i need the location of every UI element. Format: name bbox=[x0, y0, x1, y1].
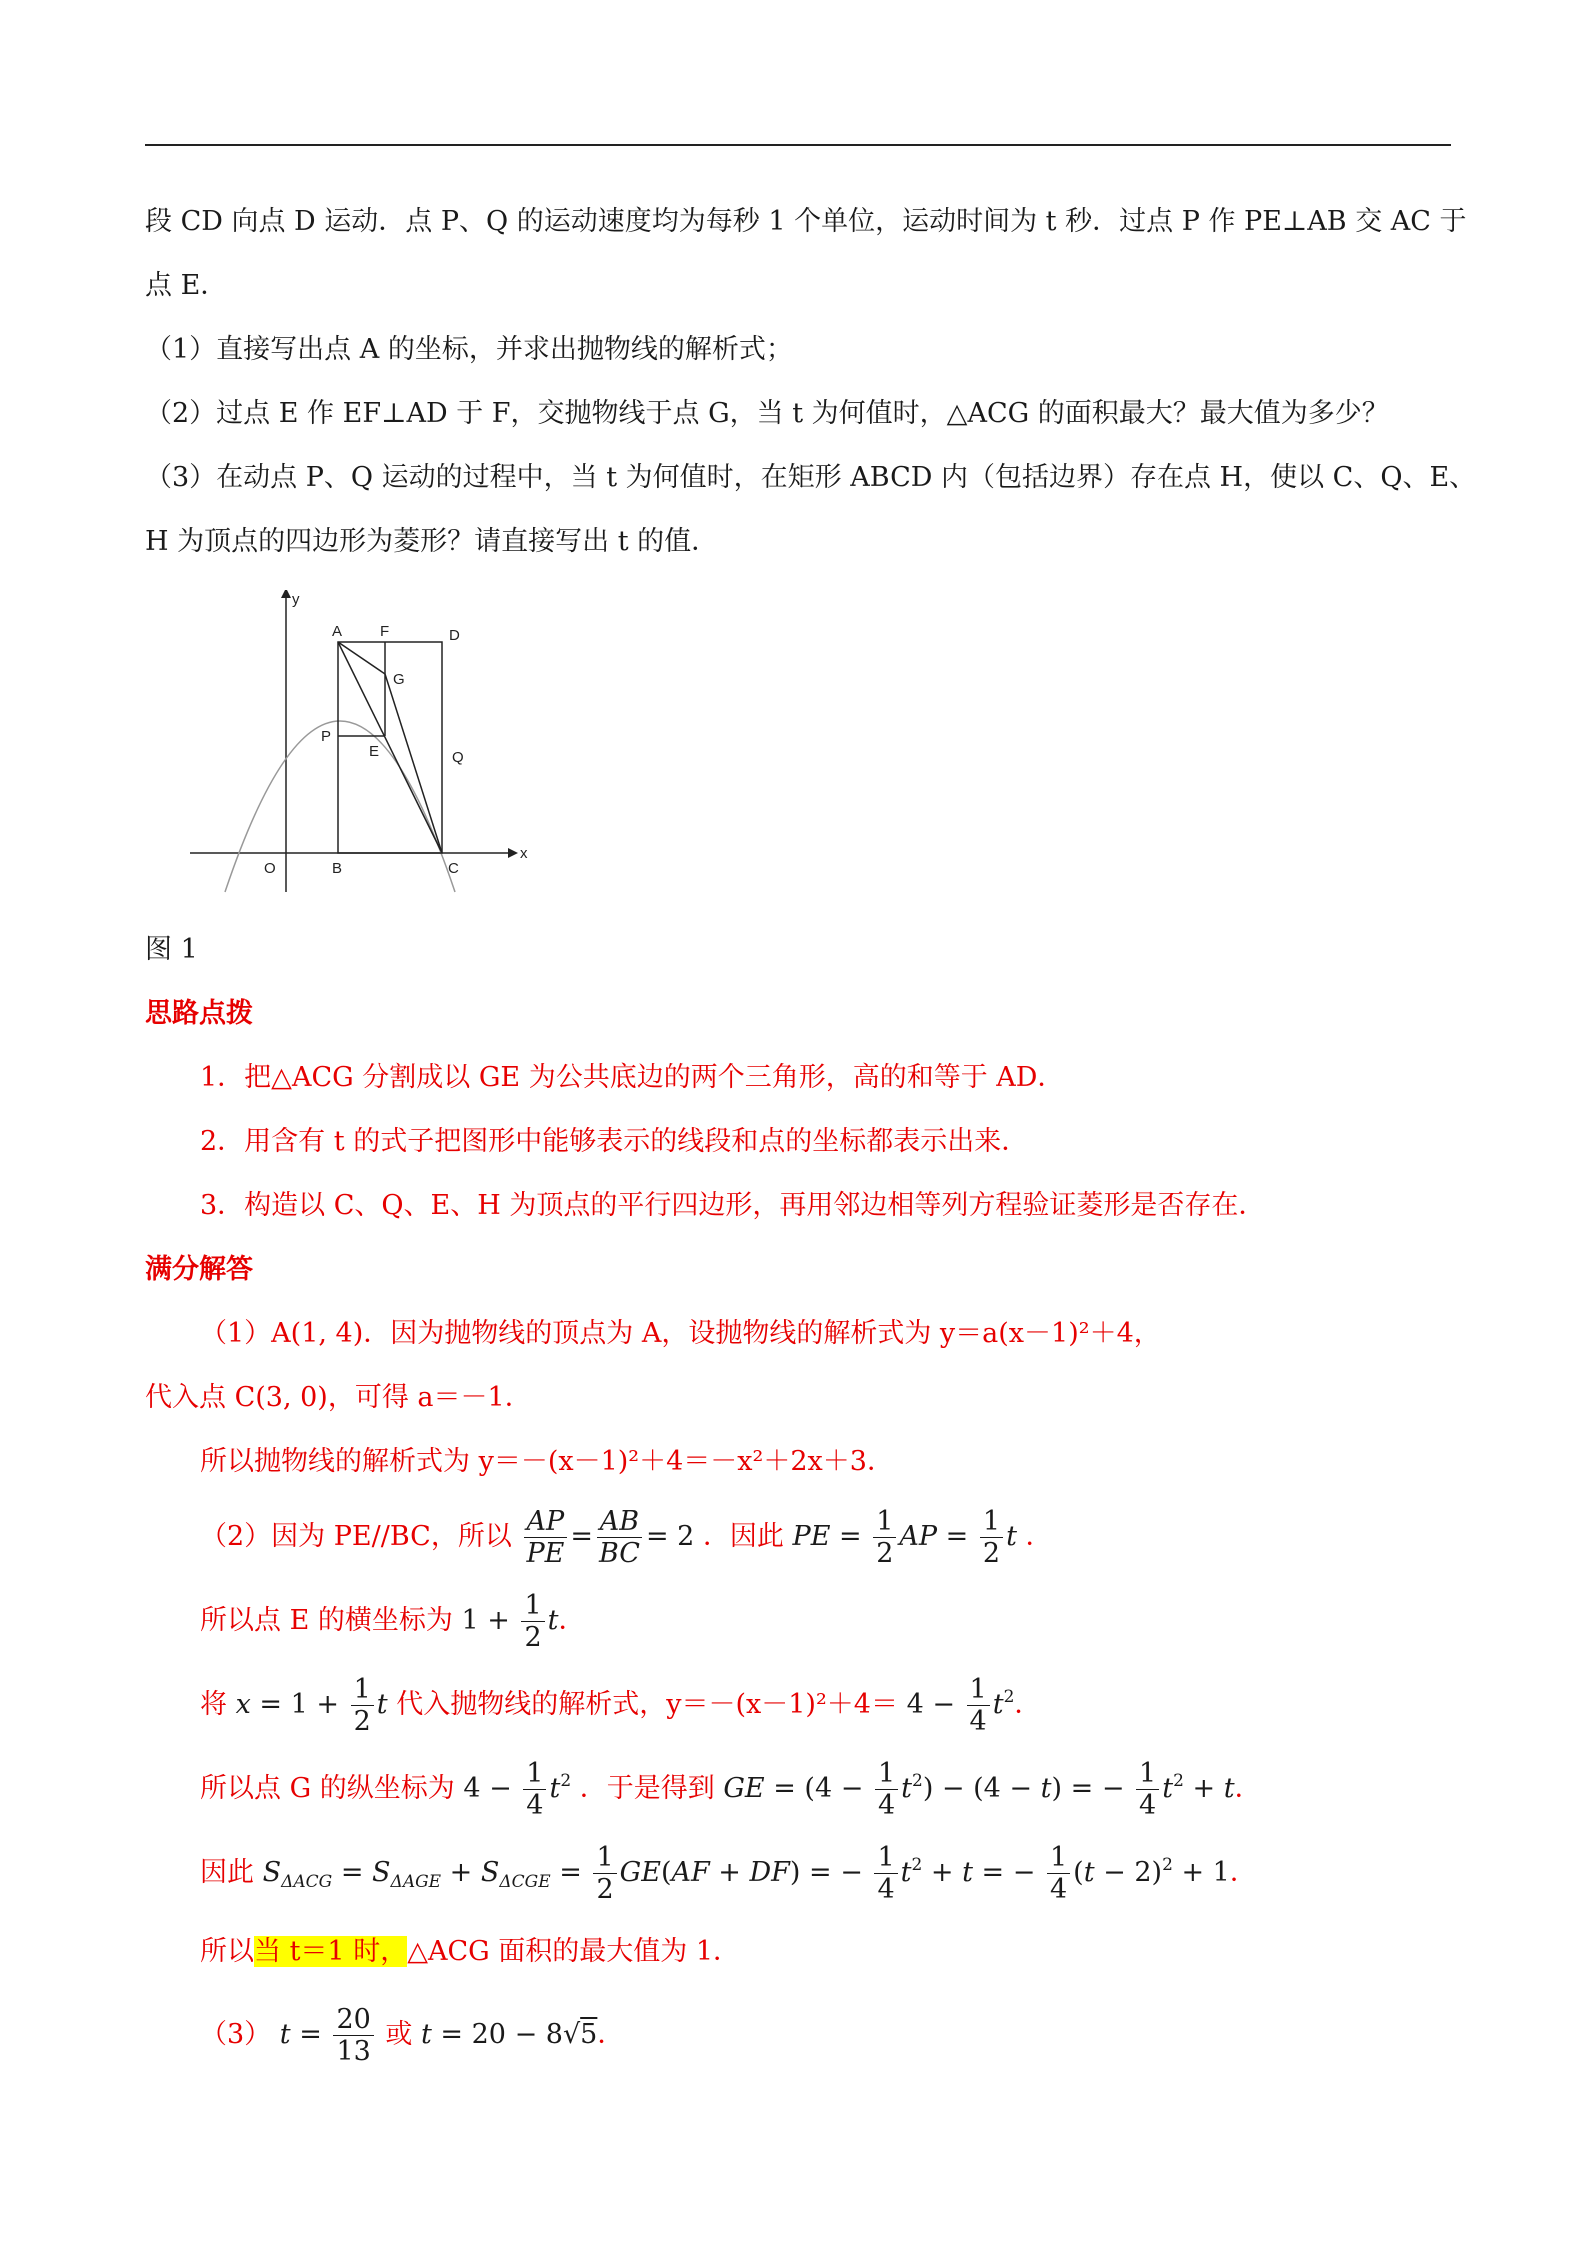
pe-formula: PE = $\frac{1}{2}$ AP = $\frac{1}{2}$ t bbox=[792, 1506, 1017, 1569]
label-g: G bbox=[393, 671, 405, 688]
g-ordinate-formula: 4 − $\frac{1}{4}$ $t^2$ bbox=[463, 1758, 572, 1821]
solution-2-line-1: （2）因为 PE//BC，所以 $\frac{AP}{PE}$ = $\frac{AB}{BC}$ = 2 ．因此 PE = $\frac{1}{2}$ AP = $\frac{1}{2}$ t ． bbox=[200, 1506, 1053, 1569]
label-f: F bbox=[380, 623, 390, 640]
solution-2-text-a: （2）因为 PE//BC，所以 bbox=[200, 1521, 512, 1552]
solution-3: （3） t = $\frac{20}{13}$ 或 t = 20 − 8√5． bbox=[200, 2004, 625, 2067]
solution-1-line-3: 所以抛物线的解析式为 y＝－(x－1)²＋4＝－x²＋2x＋3． bbox=[200, 1446, 894, 1477]
problem-line-1: 段 CD 向点 D 运动．点 P、Q 的运动速度均为每秒 1 个单位，运动时间为 t 秒．过点 P 作 PE⊥AB 交 AC 于 bbox=[145, 206, 1467, 237]
segment-gc bbox=[385, 674, 442, 853]
label-y: y bbox=[292, 591, 300, 608]
question-1: （1）直接写出点 A 的坐标，并求出抛物线的解析式； bbox=[145, 334, 793, 365]
hints-title: 思路点拨 bbox=[145, 998, 253, 1029]
solution-2-text-j: △ACG 面积的最大值为 1． bbox=[407, 1936, 741, 1967]
x-axis-arrow bbox=[508, 848, 518, 858]
label-x: x bbox=[520, 845, 528, 862]
solution-2-text-f: 所以点 G 的纵坐标为 bbox=[200, 1773, 455, 1804]
solution-2-line-2: 所以点 E 的横坐标为 1 + $\frac{1}{2}$ t． bbox=[200, 1590, 586, 1653]
area-formula: $S_{\Delta ACG} = S_{\Delta AGE} + S_{\Delta CGE}$ = $\frac{1}{2}$ GE(AF + DF) = − $\frac{1}{4}$ $t^2 + t$ = − $\frac{1}{4}$ $(t - 2)^2 + 1$ bbox=[262, 1842, 1230, 1905]
label-q: Q bbox=[452, 749, 464, 766]
figure-caption: 图 1 bbox=[145, 934, 198, 965]
solution-2-text-e: 代入抛物线的解析式，y＝－(x－1)²＋4＝ bbox=[396, 1689, 898, 1720]
problem-line-2: 点 E． bbox=[145, 270, 228, 301]
t-answer-1: t = $\frac{20}{13}$ bbox=[280, 2019, 377, 2050]
label-c: C bbox=[448, 860, 459, 877]
solution-1-line-2: 代入点 C(3, 0)，可得 a＝－1． bbox=[145, 1382, 532, 1413]
solution-title: 满分解答 bbox=[145, 1254, 253, 1285]
solution-1-line-1: （1）A(1, 4)．因为抛物线的顶点为 A，设抛物线的解析式为 y＝a(x－1)²＋4， bbox=[200, 1318, 1161, 1349]
parabola-figure bbox=[190, 590, 530, 900]
hint-3: 3．构造以 C、Q、E、H 为顶点的平行四边形，再用邻边相等列方程验证菱形是否存在． bbox=[200, 1190, 1266, 1221]
question-3-line-2: H 为顶点的四边形为菱形？请直接写出 t 的值． bbox=[145, 526, 719, 557]
question-3-line-1: （3）在动点 P、Q 运动的过程中，当 t 为何值时，在矩形 ABCD 内（包括边界）存在点 H，使以 C、Q、E、 bbox=[145, 462, 1477, 493]
solution-2-line-5: 因此 $S_{\Delta ACG} = S_{\Delta AGE} + S_{\Delta CGE}$ = $\frac{1}{2}$ GE(AF + DF) = − $\frac{1}{4}$ $t^2 + t$ = − $\frac{1}{4}$ $(t - 2)^2 + 1$． bbox=[200, 1842, 1257, 1905]
hint-1: 1．把△ACG 分割成以 GE 为公共底边的两个三角形，高的和等于 AD． bbox=[200, 1062, 1065, 1093]
ge-formula: GE = (4 − $\frac{1}{4}$ $t^2) - (4 - t)$ = − $\frac{1}{4}$ $t^2 + t$ bbox=[723, 1758, 1235, 1821]
solution-2-text-g: ．于是得到 bbox=[579, 1773, 715, 1804]
segment-ag bbox=[338, 642, 385, 674]
label-o: O bbox=[264, 860, 276, 877]
solution-2-text-c: 所以点 E 的横坐标为 bbox=[200, 1605, 453, 1636]
g-y-formula: 4 − $\frac{1}{4}$ $t^2$ bbox=[906, 1674, 1015, 1737]
solution-2-line-6 bbox=[200, 1934, 740, 1970]
question-2: （2）过点 E 作 EF⊥AD 于 F，交抛物线于点 G，当 t 为何值时，△ACG 的面积最大？最大值为多少？ bbox=[145, 398, 1389, 429]
highlight-t-equals-1: 当 t＝1 时， bbox=[254, 1936, 408, 1967]
ratio-formula: $\frac{AP}{PE}$ = $\frac{AB}{BC}$ = 2 bbox=[520, 1521, 703, 1552]
solution-2-line-3: 将 x = 1 + $\frac{1}{2}$ t 代入抛物线的解析式，y＝－(x－1)²＋4＝ 4 − $\frac{1}{4}$ $t^2$． bbox=[200, 1674, 1042, 1737]
header-rule bbox=[145, 144, 1451, 146]
solution-2-line-4: 所以点 G 的纵坐标为 4 − $\frac{1}{4}$ $t^2$ ．于是得到 GE = (4 − $\frac{1}{4}$ $t^2) - (4 - t)$ = − $\frac{1}{4}$ $t^2 + t$． bbox=[200, 1758, 1262, 1821]
label-a: A bbox=[332, 623, 343, 640]
label-e: E bbox=[369, 743, 380, 760]
solution-2-text-i: 所以 bbox=[200, 1936, 254, 1967]
solution-3-label: （3） bbox=[200, 2019, 272, 2050]
x-sub-formula: x = 1 + $\frac{1}{2}$ t bbox=[235, 1674, 388, 1737]
solution-2-text-d: 将 bbox=[200, 1689, 227, 1720]
solution-2-text-b: ．因此 bbox=[702, 1521, 784, 1552]
label-p: P bbox=[321, 728, 332, 745]
solution-3-or: 或 bbox=[385, 2019, 413, 2050]
solution-2-text-h: 因此 bbox=[200, 1857, 254, 1888]
t-answer-2: t = 20 − 8√5 bbox=[420, 2019, 598, 2050]
segment-ac bbox=[338, 642, 442, 853]
label-b: B bbox=[332, 860, 343, 877]
e-x-formula: 1 + $\frac{1}{2}$ t bbox=[461, 1590, 559, 1653]
y-axis-arrow bbox=[281, 590, 291, 598]
label-d: D bbox=[449, 627, 460, 644]
hint-2: 2．用含有 t 的式子把图形中能够表示的线段和点的坐标都表示出来． bbox=[200, 1126, 1029, 1157]
